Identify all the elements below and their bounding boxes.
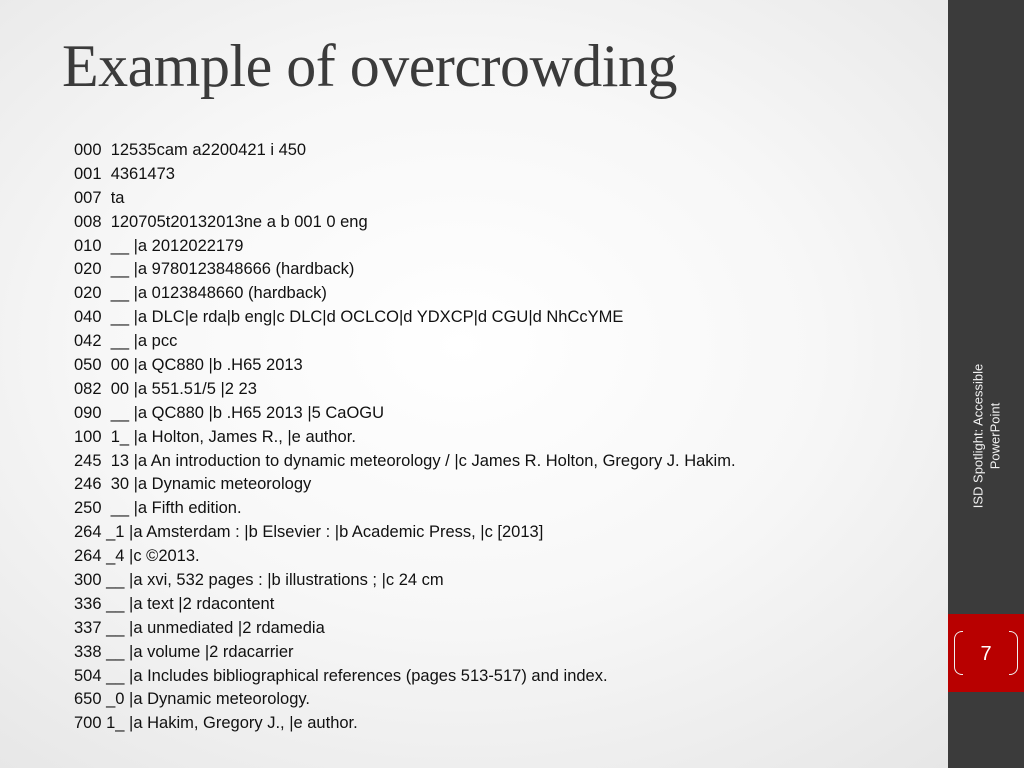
marc-line: 040 __ |a DLC|e rda|b eng|c DLC|d OCLCO|d YDXCP|d CGU|d NhCcYME bbox=[74, 308, 624, 327]
marc-line: 264 _4 |c ©2013. bbox=[74, 547, 200, 566]
page-number: 7 bbox=[980, 643, 992, 665]
sidebar-caption-line-2: PowerPoint bbox=[987, 402, 1002, 470]
marc-line: 020 __ |a 9780123848666 (hardback) bbox=[74, 260, 355, 279]
marc-line: 504 __ |a Includes bibliographical references (pages 513-517) and index. bbox=[74, 666, 608, 685]
marc-line: 042 __ |a pcc bbox=[74, 332, 178, 351]
marc-line: 246 30 |a Dynamic meteorology bbox=[74, 475, 312, 494]
marc-line: 007 ta bbox=[74, 188, 125, 207]
marc-line: 338 __ |a volume |2 rdacarrier bbox=[74, 642, 294, 661]
marc-line: 100 1_ |a Holton, James R., |e author. bbox=[74, 427, 356, 446]
sidebar-caption-line-1: ISD Spotlight: Accessible bbox=[970, 363, 985, 509]
marc-record bbox=[74, 139, 934, 736]
sidebar-caption bbox=[948, 350, 1024, 522]
marc-line: 700 1_ |a Hakim, Gregory J., |e author. bbox=[74, 714, 358, 733]
marc-line: 001 4361473 bbox=[74, 164, 175, 183]
slide-title: Example of overcrowding bbox=[62, 33, 677, 99]
marc-line: 008 120705t20132013ne a b 001 0 eng bbox=[74, 212, 368, 231]
marc-line: 250 __ |a Fifth edition. bbox=[74, 499, 242, 518]
marc-line: 300 __ |a xvi, 532 pages : |b illustrations ; |c 24 cm bbox=[74, 571, 444, 590]
sidebar bbox=[948, 0, 1024, 768]
marc-line: 337 __ |a unmediated |2 rdamedia bbox=[74, 618, 325, 637]
marc-line: 082 00 |a 551.51/5 |2 23 bbox=[74, 379, 257, 398]
marc-line: 650 _0 |a Dynamic meteorology. bbox=[74, 690, 311, 709]
marc-line: 000 12535cam a2200421 i 450 bbox=[74, 141, 307, 159]
page-number-badge bbox=[948, 614, 1024, 692]
marc-line: 336 __ |a text |2 rdacontent bbox=[74, 594, 275, 613]
marc-line: 245 13 |a An introduction to dynamic meteorology / |c James R. Holton, Gregory J. Hakim. bbox=[74, 451, 736, 470]
marc-line: 020 __ |a 0123848660 (hardback) bbox=[74, 284, 327, 303]
marc-line: 264 _1 |a Amsterdam : |b Elsevier : |b Academic Press, |c [2013] bbox=[74, 523, 544, 542]
marc-line: 010 __ |a 2012022179 bbox=[74, 236, 244, 255]
marc-line: 050 00 |a QC880 |b .H65 2013 bbox=[74, 356, 303, 375]
marc-line: 090 __ |a QC880 |b .H65 2013 |5 CaOGU bbox=[74, 403, 385, 422]
